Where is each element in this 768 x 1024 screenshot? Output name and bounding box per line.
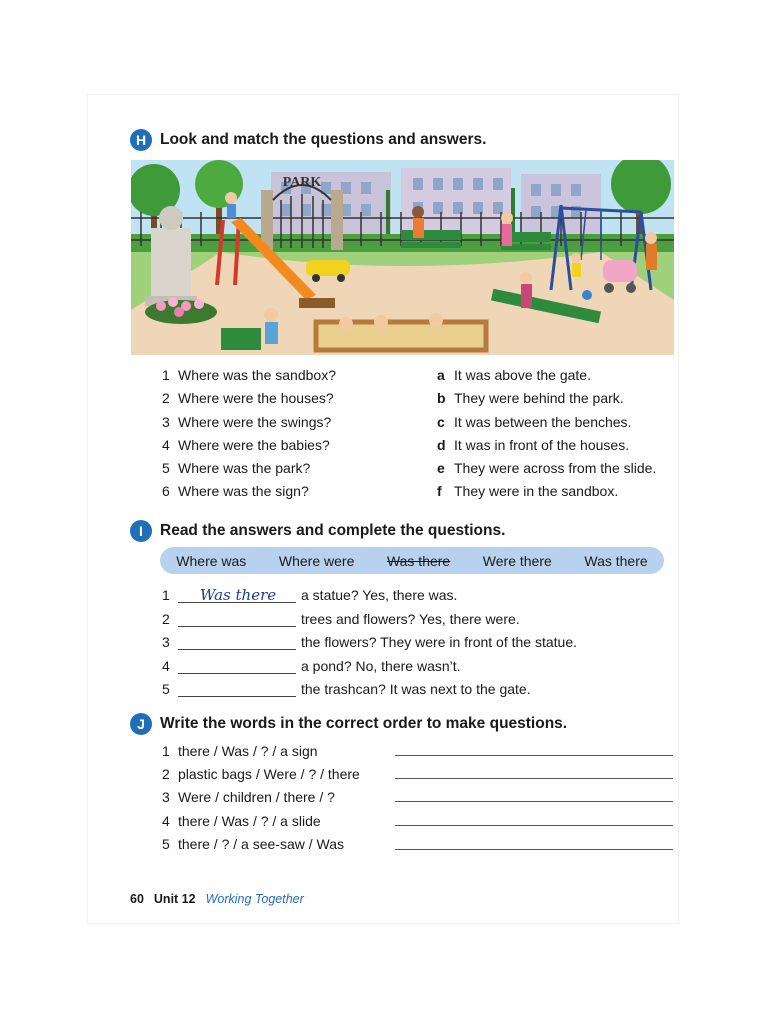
list-item: 2 plastic bags / Were / ? / there xyxy=(162,766,360,783)
unit-label: Unit 12 xyxy=(153,892,196,906)
word-box-item-used: Was there xyxy=(386,552,451,569)
section-h-header xyxy=(130,129,486,151)
section-j-title: Write the words in the correct order to make questions. xyxy=(160,715,568,732)
park-sign: PARK xyxy=(282,175,322,190)
answer-blank[interactable] xyxy=(178,585,296,603)
section-i-badge: I xyxy=(130,520,152,542)
answer-line[interactable] xyxy=(395,755,673,756)
list-item: 1 there / Was / ? / a sign xyxy=(162,742,318,759)
section-j-badge: J xyxy=(130,713,152,735)
unit-topic: Working Together xyxy=(205,892,304,906)
list-item: e They were across from the slide. xyxy=(437,460,657,477)
answer-blank[interactable] xyxy=(178,679,296,697)
complete-questions-list xyxy=(162,580,577,697)
answer-line[interactable] xyxy=(395,778,673,779)
section-i-title: Read the answers and complete the questions. xyxy=(160,522,506,539)
questions-list xyxy=(162,364,336,504)
list-item: 2 trees and flowers? Yes, there were. xyxy=(162,610,520,627)
list-item: 4 Where were the babies? xyxy=(162,436,330,453)
section-j-header xyxy=(130,713,567,735)
list-item: a It was above the gate. xyxy=(437,367,591,383)
section-i-header xyxy=(130,520,505,542)
list-item: 5 Where was the park? xyxy=(162,460,311,477)
list-item: b They were behind the park. xyxy=(437,390,624,407)
word-box-item: Was there xyxy=(584,552,648,569)
answer-line[interactable] xyxy=(395,801,673,802)
answer-line[interactable] xyxy=(395,849,673,850)
list-item: 4 there / Was / ? / a slide xyxy=(162,812,321,829)
section-h-title: Look and match the questions and answers. xyxy=(160,131,487,148)
word-box-item: Were there xyxy=(482,552,552,569)
list-item: 4 a pond? No, there wasn’t. xyxy=(162,657,461,674)
page-number: 60 xyxy=(130,892,144,906)
answer-line[interactable] xyxy=(395,825,673,826)
handwritten-answer: Was there xyxy=(200,586,277,605)
list-item: 1 Where was the sandbox? xyxy=(162,367,336,383)
answer-blank[interactable] xyxy=(178,656,296,674)
park-illustration xyxy=(131,160,674,355)
list-item: 2 Where were the houses? xyxy=(162,390,334,407)
list-item: f They were in the sandbox. xyxy=(437,483,619,500)
word-box-item: Where were xyxy=(278,552,355,569)
list-item: 5 there / ? / a see-saw / Was xyxy=(162,836,344,853)
answers-list xyxy=(437,364,656,504)
list-item: 6 Where was the sign? xyxy=(162,483,309,500)
section-h-badge: H xyxy=(130,129,152,151)
list-item: c It was between the benches. xyxy=(437,413,632,430)
answer-blank[interactable] xyxy=(178,632,296,650)
list-item: 3 the flowers? They were in front of the statue. xyxy=(162,634,578,651)
word-box xyxy=(160,547,664,574)
list-item: 3 Where were the swings? xyxy=(162,413,332,430)
word-order-list xyxy=(162,739,360,856)
list-item: 5 the trashcan? It was next to the gate. xyxy=(162,680,531,697)
answer-blank[interactable] xyxy=(178,609,296,627)
list-item: 1 Was there a statue? Yes, there was. xyxy=(162,586,458,605)
list-item: d It was in front of the houses. xyxy=(437,436,630,453)
word-box-item: Where was xyxy=(176,552,247,569)
page-footer xyxy=(130,892,304,906)
list-item: 3 Were / children / there / ? xyxy=(162,789,335,806)
